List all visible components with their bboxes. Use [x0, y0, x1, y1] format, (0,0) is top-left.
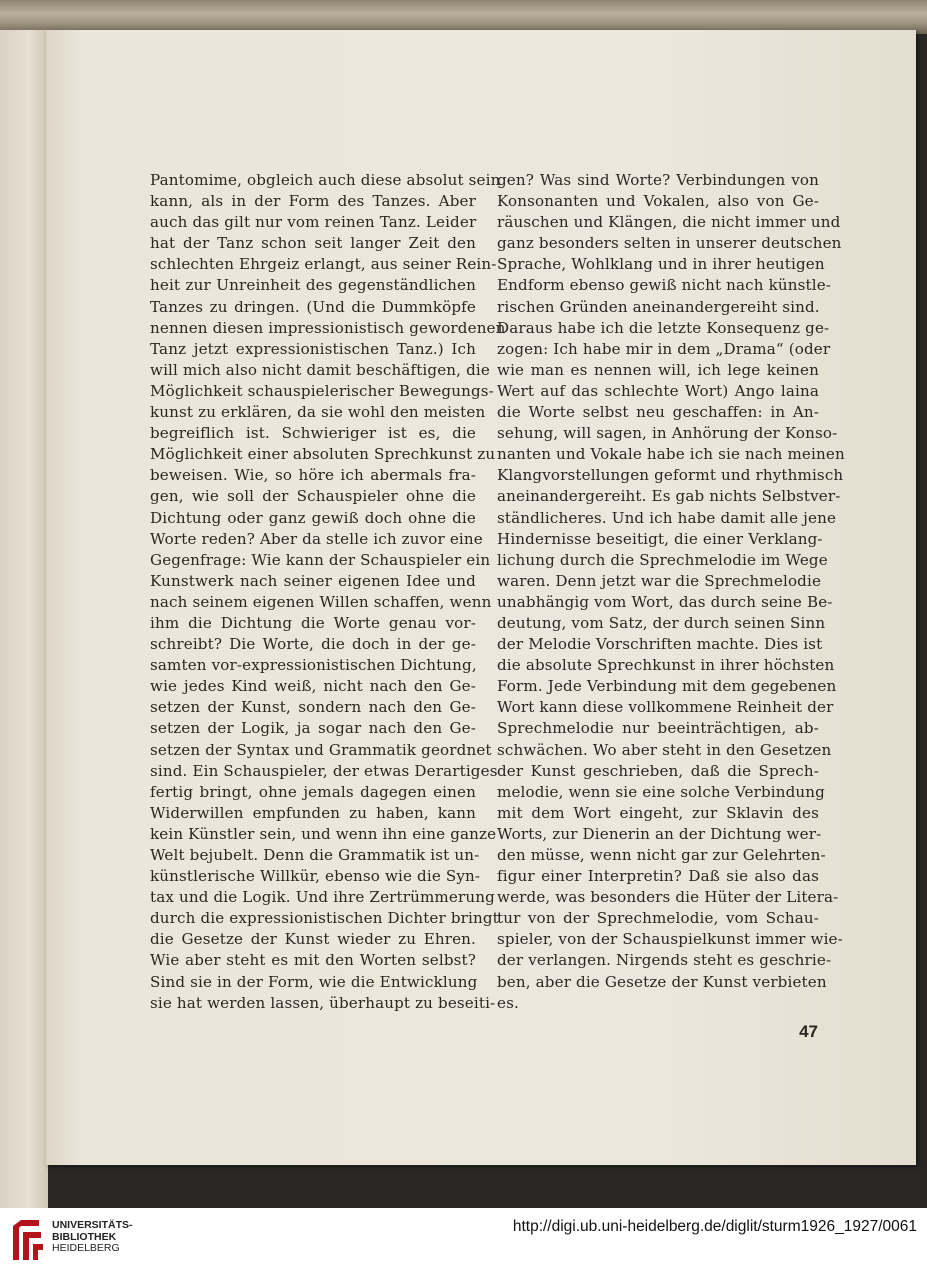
text-line: Dichtung oder ganz gewiß doch ohne die	[150, 508, 476, 527]
text-line: schlechten Ehrgeiz erlangt, aus seiner Rein-	[150, 255, 497, 274]
text-line: lichung durch die Sprechmelodie im Wege	[497, 550, 828, 569]
text-line: heit zur Unreinheit des gegenständlichen	[150, 276, 476, 295]
text-line: Tanzes zu dringen. (Und die Dummköpfe	[150, 297, 476, 316]
text-line: Worte reden? Aber da stelle ich zuvor eine	[150, 529, 483, 548]
page-number: 47	[799, 1022, 818, 1041]
text-line: Sprechmelodie nur beeinträchtigen, ab-	[497, 719, 819, 738]
text-line: ständlicheres. Und ich habe damit alle jene	[497, 508, 837, 527]
text-line: Möglichkeit einer absoluten Sprechkunst zu	[150, 445, 496, 464]
text-line: Hindernisse beseitigt, die einer Verklang-	[497, 529, 823, 548]
text-line: auch das gilt nur vom reinen Tanz. Leider	[150, 213, 477, 232]
permalink-url[interactable]: http://digi.ub.uni-heidelberg.de/diglit/sturm1926_1927/0061	[512, 1218, 917, 1235]
text-line: Klangvorstellungen geformt und rhythmisch	[497, 466, 844, 485]
text-line: kann, als in der Form des Tanzes. Aber	[150, 192, 476, 211]
logo-line-3: HEIDELBERG	[52, 1242, 120, 1254]
text-line: setzen der Kunst, sondern nach den Ge-	[150, 698, 476, 717]
text-line: wie man es nennen will, ich lege keinen	[497, 360, 819, 379]
text-line: gen, wie soll der Schauspieler ohne die	[150, 487, 476, 506]
text-line: waren. Denn jetzt war die Sprechmelodie	[497, 571, 822, 590]
text-line: melodie, wenn sie eine solche Verbindung	[497, 782, 825, 801]
library-logo-text[interactable]	[52, 1220, 133, 1255]
logo-line-2: BIBLIOTHEK	[52, 1230, 117, 1243]
text-line: schreibt? Die Worte, die doch in der ge-	[150, 635, 476, 654]
text-line: Kunstwerk nach seiner eigenen Idee und	[150, 571, 476, 590]
text-line: Tanz jetzt expressionistischen Tanz.) Ich	[150, 339, 476, 358]
text-line: durch die expressionistischen Dichter bringt	[150, 909, 499, 928]
text-line: die absolute Sprechkunst in ihrer höchsten	[497, 656, 835, 675]
text-line: rischen Gründen aneinandergereiht sind.	[497, 297, 820, 316]
text-line: nanten und Vokale habe ich sie nach meinen	[497, 445, 845, 464]
text-line: zogen: Ich habe mir in dem „Drama“ (oder	[497, 339, 831, 358]
text-line: Gegenfrage: Wie kann der Schauspieler ein	[150, 550, 491, 569]
text-line: räuschen und Klängen, die nicht immer und	[497, 213, 841, 232]
text-line: begreiflich ist. Schwieriger ist es, die	[150, 424, 476, 443]
text-line: Welt bejubelt. Denn die Grammatik ist un-	[150, 846, 480, 864]
text-line: unabhängig vom Wort, das durch seine Be-	[497, 592, 833, 611]
text-line: der Melodie Vorschriften machte. Dies ist	[497, 635, 823, 654]
text-line: Endform ebenso gewiß nicht nach künstle-	[497, 276, 832, 295]
text-line: kunst zu erklären, da sie wohl den meisten	[150, 403, 486, 422]
text-line: Sind sie in der Form, wie die Entwicklung	[150, 972, 478, 991]
text-line: die Worte selbst neu geschaffen: in An-	[497, 403, 819, 422]
text-line: ben, aber die Gesetze der Kunst verbieten	[497, 972, 827, 991]
text-line: den müsse, wenn nicht gar zur Gelehrten-	[497, 846, 826, 864]
text-line: mit dem Wort eingeht, zur Sklavin des	[497, 803, 819, 822]
text-line: Wort kann diese vollkommene Reinheit der	[497, 698, 834, 717]
book-page	[46, 30, 916, 1165]
text-line: nennen diesen impressionistisch gewordenen	[150, 318, 506, 337]
text-line: beweisen. Wie, so höre ich abermals fra-	[150, 466, 476, 485]
text-line: deutung, vom Satz, der durch seinen Sinn	[497, 613, 826, 632]
text-line: sie hat werden lassen, überhaupt zu beseiti-	[150, 993, 496, 1012]
left-text-column	[150, 170, 506, 1014]
text-line: der Kunst geschrieben, daß die Sprech-	[497, 761, 819, 780]
text-line: tur von der Sprechmelodie, vom Schau-	[497, 909, 819, 928]
text-line: künstlerische Willkür, ebenso wie die Syn-	[150, 867, 481, 886]
text-line: spieler, von der Schauspielkunst immer wie-	[497, 930, 843, 949]
text-line: schwächen. Wo aber steht in den Gesetzen	[497, 740, 832, 759]
text-line: nach seinem eigenen Willen schaffen, wenn	[150, 592, 492, 611]
text-line: will mich also nicht damit beschäftigen, die	[150, 360, 490, 379]
text-line: ganz besonders selten in unserer deutschen	[497, 234, 842, 253]
text-line: Wie aber steht es mit den Worten selbst?	[150, 951, 476, 970]
text-line: Widerwillen empfunden zu haben, kann	[150, 803, 476, 822]
text-line: werde, was besonders die Hüter der Litera-	[497, 888, 839, 907]
text-line: wie jedes Kind weiß, nicht nach den Ge-	[150, 677, 476, 696]
text-line: sind. Ein Schauspieler, der etwas Derartiges	[150, 761, 498, 780]
text-line: Möglichkeit schauspielerischer Bewegungs-	[150, 381, 494, 400]
text-line: setzen der Logik, ja sogar nach den Ge-	[150, 719, 476, 738]
text-line: Daraus habe ich die letzte Konsequenz ge-	[497, 318, 830, 337]
logo-line-1: UNIVERSITÄTS-	[52, 1219, 133, 1231]
text-line: hat der Tanz schon seit langer Zeit den	[150, 234, 476, 253]
text-line: Sprache, Wohlklang und in ihrer heutigen	[497, 255, 825, 274]
text-line: Pantomime, obgleich auch diese absolut sein	[150, 171, 501, 189]
text-line: figur einer Interpretin? Daß sie also das	[497, 867, 819, 886]
right-text-column	[497, 170, 845, 1014]
text-line: es.	[497, 993, 519, 1012]
text-line: Wert auf das schlechte Wort) Ango laina	[497, 381, 819, 400]
text-line: samten vor-expressionistischen Dichtung,	[150, 656, 477, 675]
text-line: die Gesetze der Kunst wieder zu Ehren.	[150, 930, 476, 949]
text-line: der verlangen. Nirgends steht es geschrie-	[497, 951, 832, 970]
text-line: gen? Was sind Worte? Verbindungen von	[497, 171, 819, 189]
text-line: ihm die Dichtung die Worte genau vor-	[150, 613, 476, 632]
library-logo-icon	[9, 1216, 45, 1262]
book-top-edge	[0, 0, 927, 34]
text-line: fertig bringt, ohne jemals dagegen einen	[150, 782, 476, 801]
facing-page-edge	[0, 30, 48, 1208]
text-line: setzen der Syntax und Grammatik geordnet	[150, 740, 492, 759]
text-line: sehung, will sagen, in Anhörung der Konso-	[497, 424, 838, 443]
text-line: Worts, zur Dienerin an der Dichtung wer-	[497, 824, 822, 843]
text-line: tax und die Logik. Und ihre Zertrümmerung	[150, 888, 495, 907]
text-line: aneinandergereiht. Es gab nichts Selbstver-	[497, 487, 841, 506]
text-line: Konsonanten und Vokalen, also von Ge-	[497, 192, 819, 211]
text-line: kein Künstler sein, und wenn ihn eine ganze	[150, 824, 497, 843]
text-line: Form. Jede Verbindung mit dem gegebenen	[497, 677, 837, 696]
